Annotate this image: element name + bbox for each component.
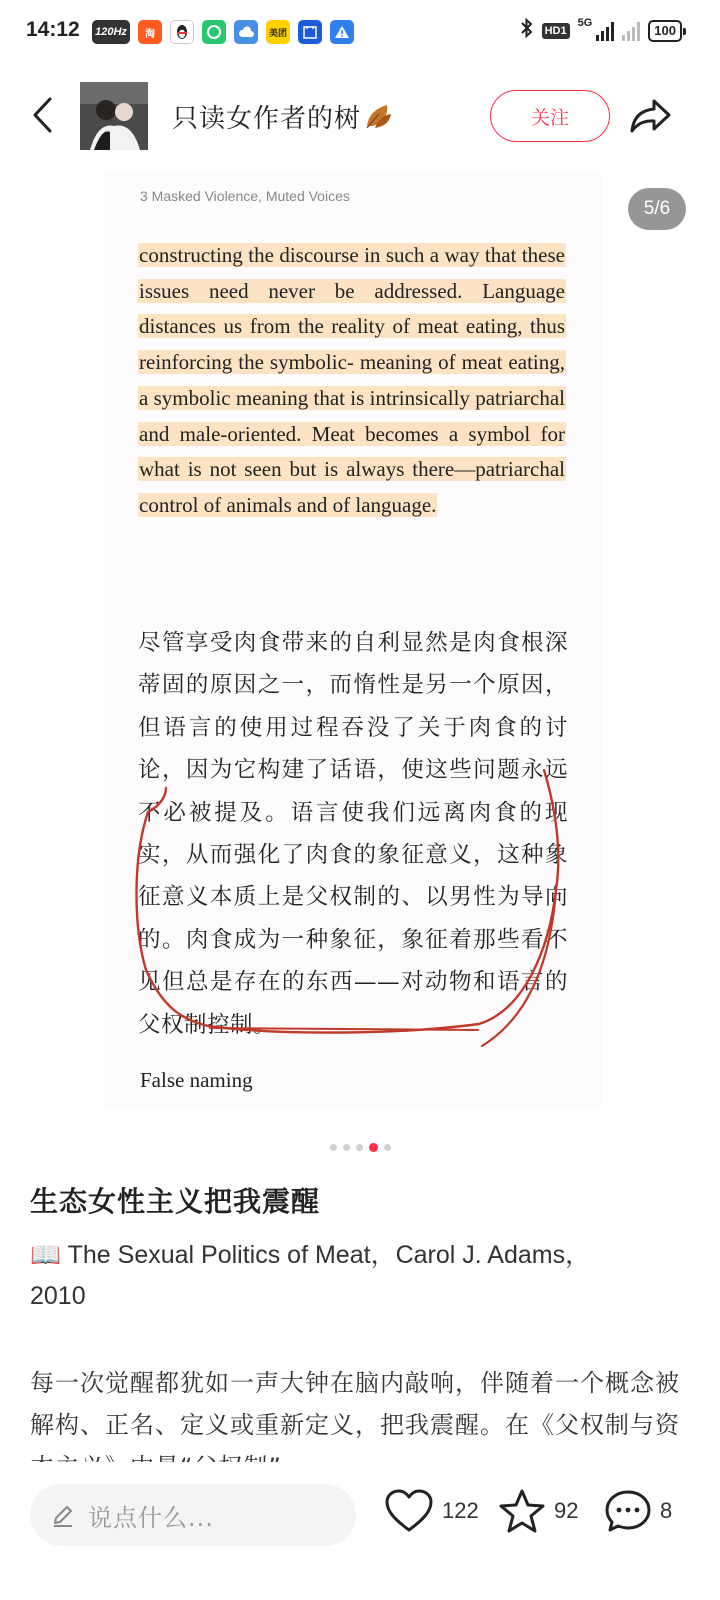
battery-indicator: 100: [648, 20, 682, 42]
highlighted-text: constructing the discourse in such a way that these issues need never be addressed. Language distances us from the reality of meat eating, thus reinforcing the symbolic- meaning of meat eating, a symbolic meaning that is intrinsically patriarchal and male-oriented. Meat becomes a symbol for what is not seen but is always there—patriarchal control of animals and of language.: [139, 243, 565, 517]
comment-placeholder: 说点什么...: [88, 1503, 214, 1532]
comment-bubble-icon: [604, 1488, 652, 1534]
heart-icon: [384, 1488, 434, 1534]
like-count: 122: [442, 1498, 479, 1523]
carousel-dot: [384, 1144, 391, 1151]
refresh-rate-badge: 120Hz: [92, 20, 130, 44]
carousel-dot: [343, 1144, 350, 1151]
running-head: 3 Masked Violence, Muted Voices: [140, 188, 350, 204]
like-button[interactable]: [384, 1488, 479, 1534]
author-name[interactable]: [172, 98, 393, 137]
book-citation: [30, 1234, 670, 1317]
carousel-dot: [330, 1144, 337, 1151]
qq-penguin-icon: [170, 20, 194, 44]
bluetooth-icon: [520, 18, 534, 43]
hd-badge: HD1: [542, 23, 570, 39]
note-header: [0, 70, 720, 162]
status-app-icons: [92, 20, 354, 44]
section-heading: False naming: [140, 1068, 253, 1092]
collect-button[interactable]: [498, 1488, 578, 1534]
signal-strength-icon-sim2: [622, 21, 640, 41]
collect-count: 92: [554, 1498, 579, 1523]
cloud-icon: [234, 20, 258, 44]
bottom-action-bar: [0, 1462, 720, 1600]
carousel-dots: [0, 1143, 720, 1152]
warning-icon: [330, 20, 354, 44]
book-page-photo: [104, 170, 602, 1106]
book-icon: 📖: [30, 1241, 62, 1269]
comment-count: 8: [660, 1498, 673, 1523]
network-type: 5G: [577, 16, 593, 29]
share-button[interactable]: [626, 94, 674, 138]
note-body: 每一次觉醒都犹如一声大钟在脑内敲响，伴随着一个概念被解构、正名、定义或重新定义，把我震醒。在《父权制与资: [30, 1369, 680, 1439]
taobao-icon: 淘: [138, 20, 162, 44]
book-year: 2010: [30, 1282, 86, 1310]
status-indicators: [520, 18, 682, 43]
image-page-counter: 5/6: [628, 188, 686, 230]
back-button[interactable]: [22, 90, 62, 140]
autumn-leaf-icon: [363, 102, 393, 137]
citation-separator: ，: [370, 1240, 396, 1269]
chinese-translation-paragraph: 尽管享受肉食带来的自利显然是肉食根深蒂固的原因之一，而惰性是另一个原因，但语言的使用过程吞没了关于肉食的讨论，因为它构建了话语，使这些问题永远不必被提及。语言使我们远离肉食的现实，从而强化了肉食的象征意义，这种象征意义本质上是父权制的、以男性为导向的。肉食成为一种象征，象征着那些看不见但总是存在的东西——对动物和语言的父权制控制。: [138, 630, 568, 1038]
image-carousel[interactable]: [0, 162, 720, 1132]
book-author: Carol J. Adams: [395, 1241, 566, 1269]
share-arrow-icon: [628, 97, 672, 135]
carousel-dot-active: [369, 1143, 378, 1152]
carousel-dot: [356, 1144, 363, 1151]
chat-bubble-icon: [202, 20, 226, 44]
chevron-left-icon: [31, 96, 53, 134]
meituan-icon: 美团: [266, 20, 290, 44]
comment-button[interactable]: [604, 1488, 672, 1534]
status-bar: [0, 0, 720, 62]
pencil-icon: [50, 1502, 76, 1528]
book-title: The Sexual Politics of Meat: [61, 1241, 371, 1269]
citation-separator: ，: [565, 1240, 591, 1269]
note-title: 生态女性主义把我震醒: [30, 1185, 321, 1218]
author-avatar[interactable]: [80, 82, 148, 150]
follow-button[interactable]: 关注: [490, 90, 610, 142]
signal-strength-icon: [596, 21, 614, 41]
star-icon: [498, 1488, 546, 1534]
comment-input[interactable]: [30, 1484, 356, 1546]
author-name-text: 只读女作者的树: [172, 104, 362, 134]
highlighted-english-paragraph: [138, 238, 566, 524]
status-time: 14:12: [26, 18, 80, 41]
calendar-icon: [298, 20, 322, 44]
